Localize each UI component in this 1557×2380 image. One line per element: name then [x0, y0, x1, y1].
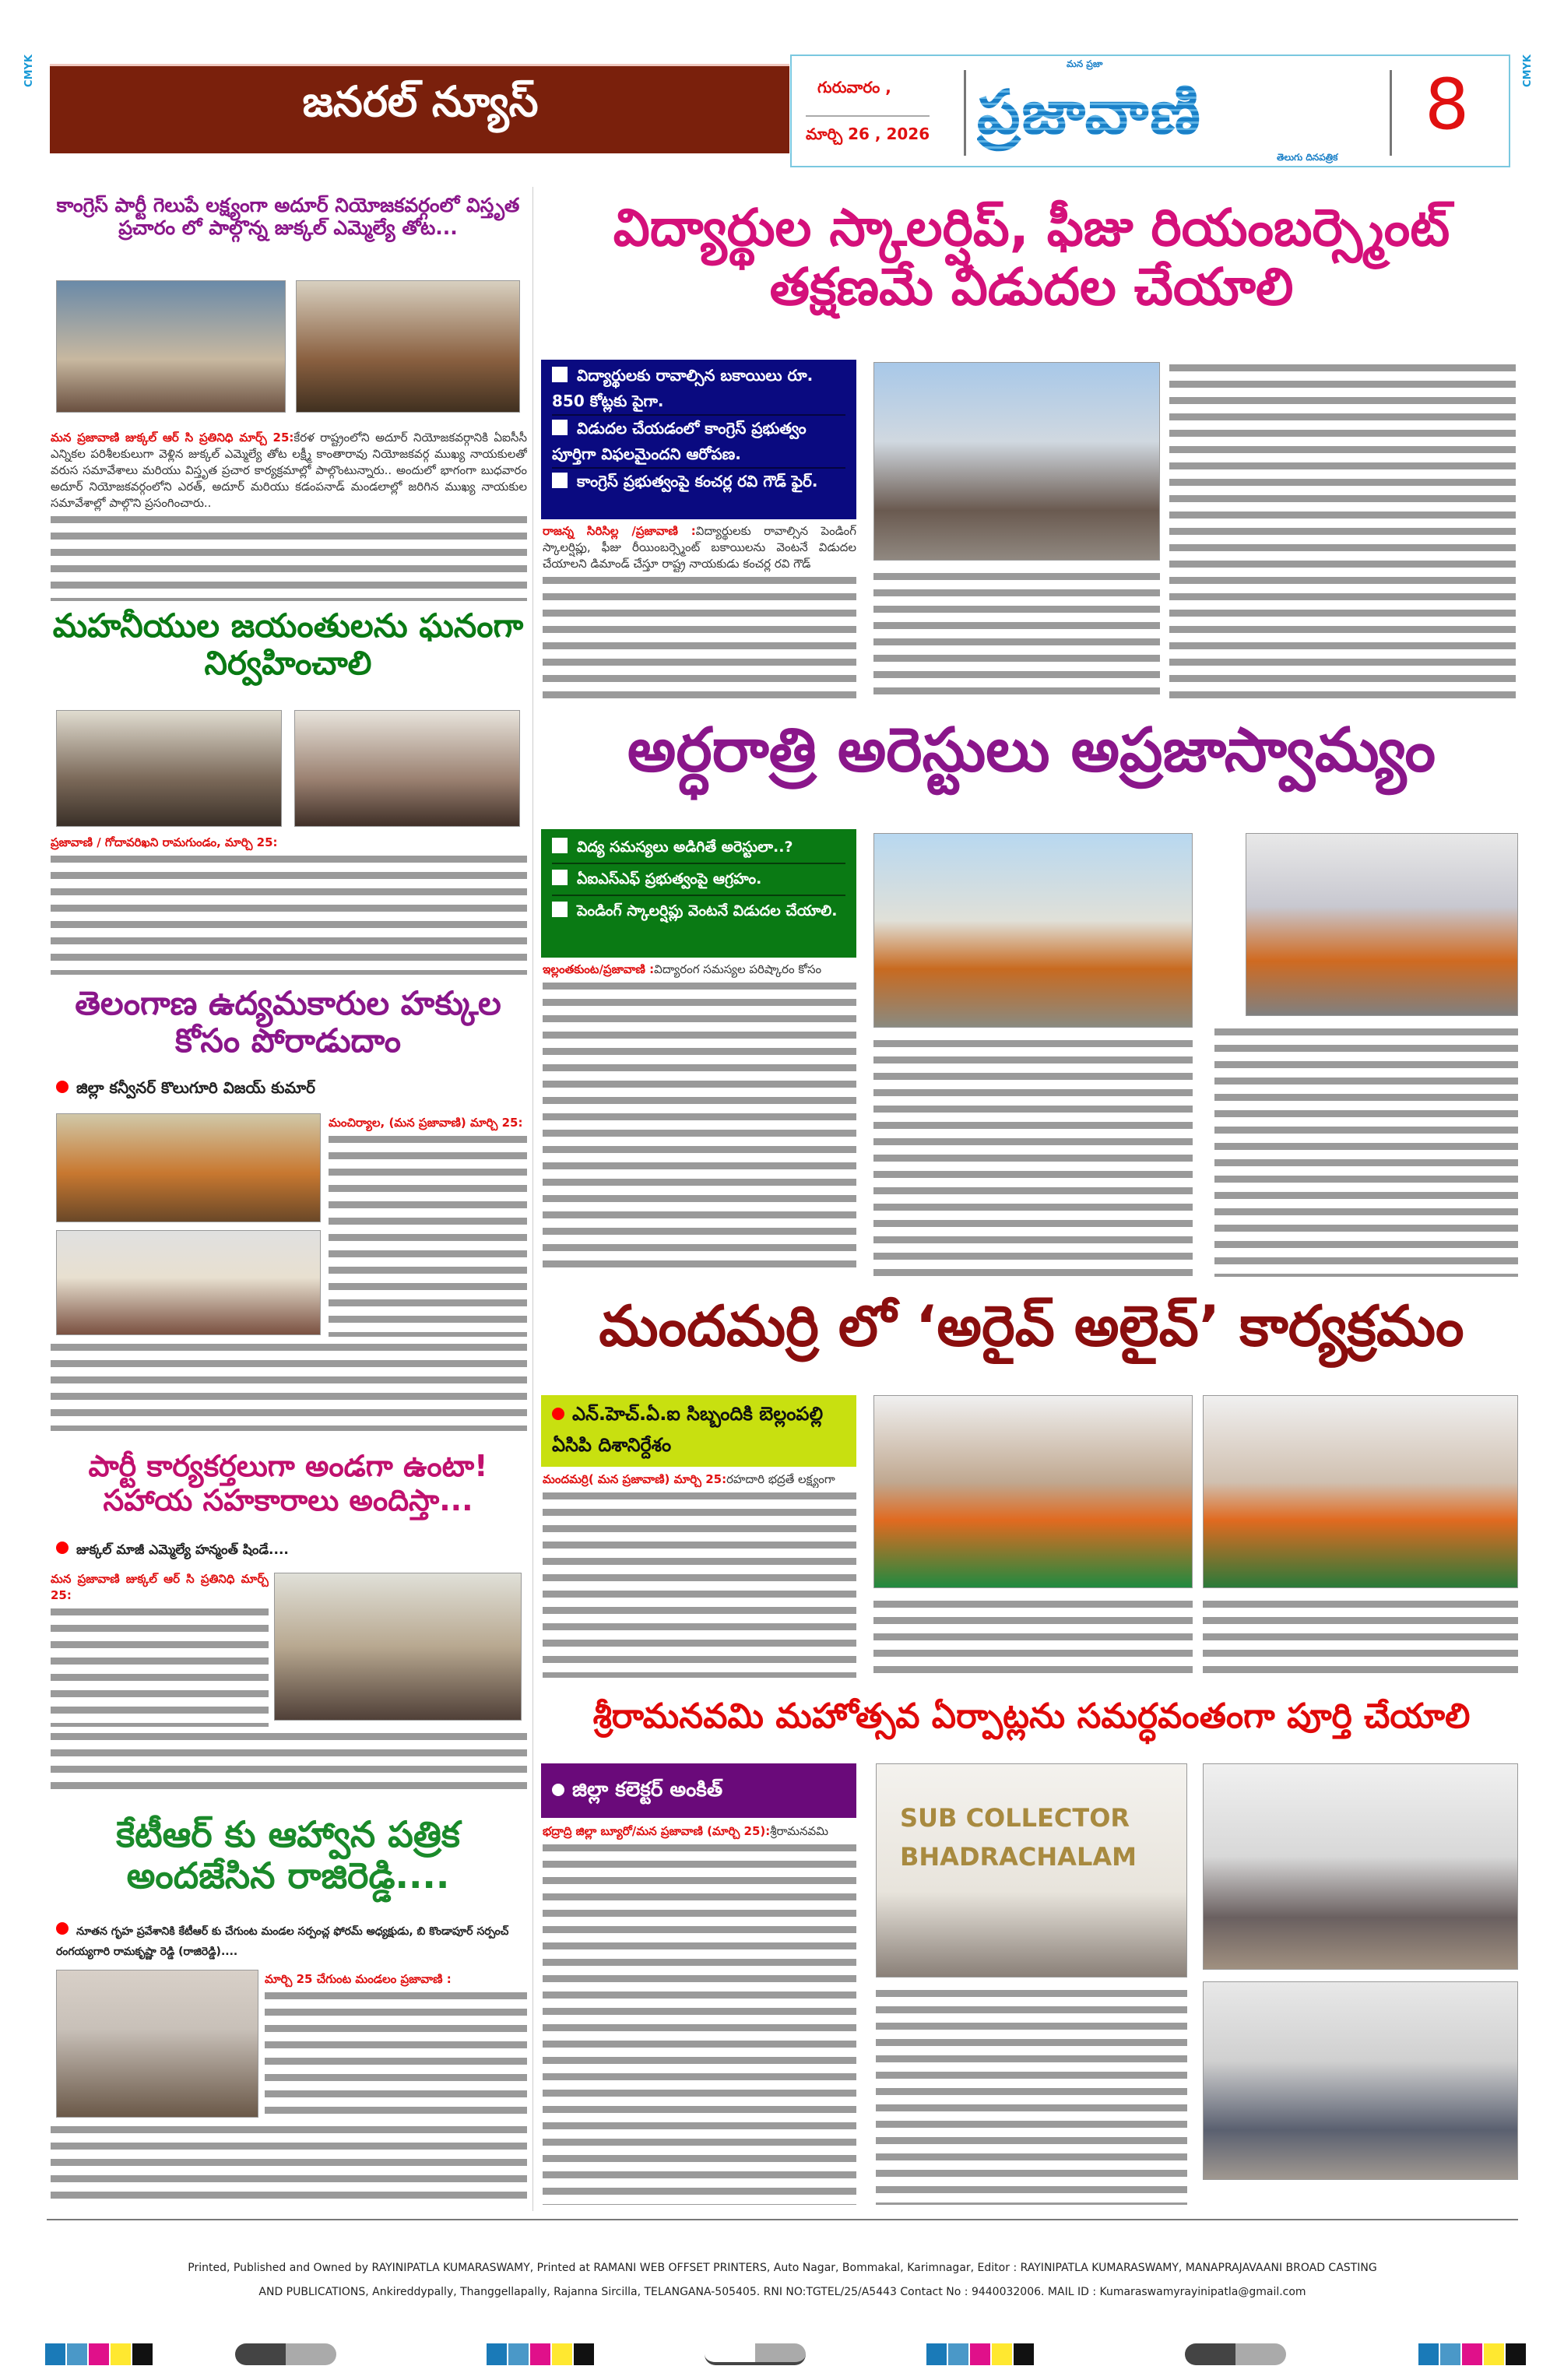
story-2-body-cont — [873, 1035, 1193, 1277]
issue-day: గురువారం , — [817, 78, 891, 97]
left-story-5-body-cont — [51, 2122, 527, 2204]
color-bar — [926, 2343, 1035, 2365]
highlight-item: పెండింగ్ స్కాలర్షిప్లు వెంటనే విడుదల చేయాలి. — [552, 896, 845, 926]
photo-sign-text: BHADRACHALAM — [900, 1842, 1137, 1872]
story-3-body-cont — [873, 1596, 1193, 1678]
news-photo — [1246, 833, 1518, 1016]
news-photo — [296, 280, 520, 413]
density-bar — [1185, 2343, 1286, 2365]
story-3-headline: మందమర్రి లో ‘అరైవ్ అలైవ్’ కార్యక్రమం — [599, 1293, 1464, 1359]
left-story-1-headline: కాంగ్రెస్ పార్టీ గెలుపే లక్ష్యంగా అదూర్ నియోజకవర్గంలో విస్తృత ప్రచారం లో పాల్గొన్న జుక్కల్ ఎమ్మెల్యే తోట... — [56, 194, 520, 239]
bullet-square-icon — [552, 367, 568, 382]
left-story-4-body: మన ప్రజావాణి జుక్కల్ ఆర్ సి ప్రతినిధి మార్చ్ 25: — [51, 1571, 269, 1727]
story-1-body-cont — [873, 568, 1160, 702]
logo-subtitle: తెలుగు దినపత్రిక — [1277, 152, 1338, 163]
section-title: జనరల్ న్యూస్ — [302, 77, 539, 126]
photo-sign-text: SUB COLLECTOR — [900, 1803, 1130, 1833]
left-story-3-body-cont — [51, 1339, 527, 1431]
story-1-body: రాజన్న సిరిసిల్ల /ప్రజావాణి :విద్యార్థులకు రావాల్సిన పెండింగ్ స్కాలర్షిప్లు, ఫీజు రీయింబర్స్మెంట్ బకాయిలను వెంటనే విడుదల చేయాలని డిమాండ్ చేస్తూ రాష్ట్ర నాయకుడు కంచర్ల రవి గౌడ్ — [543, 523, 856, 702]
story-2-highlights — [541, 829, 856, 958]
highlight-item: ఏఐఎస్ఎఫ్ ప్రభుత్వంపై ఆగ్రహం. — [552, 864, 845, 896]
news-photo — [56, 1230, 321, 1335]
story-1-body-cont — [1169, 360, 1516, 702]
story-4-body: భద్రాద్రి జిల్లా బ్యూరో/మన ప్రజావాణి (మార్చి 25):శ్రీరామనవమి — [543, 1823, 856, 2205]
logo-tagline: మన ప్రజా — [1067, 58, 1103, 69]
story-1-highlights — [541, 360, 856, 519]
left-story-4-subhead: జుక్కల్ మాజీ ఎమ్మెల్యే హన్మంత్ షిండే.... — [56, 1542, 289, 1561]
bullet-dot-icon — [552, 1784, 564, 1796]
column-rule — [532, 187, 533, 2211]
left-story-5-headline: కేటీఆర్ కు ఆహ్వాన పత్రిక అందజేసిన రాజిరెడ్డి.... — [116, 1813, 460, 1897]
bullet-dot-icon — [56, 1081, 69, 1093]
masthead-logo: ప్రజావాణి — [977, 74, 1358, 152]
color-bar — [1418, 2343, 1527, 2365]
left-story-2-headline: మహనీయుల జయంతులను ఘనంగా నిర్వహించాలి — [52, 606, 524, 683]
color-bar — [45, 2343, 154, 2365]
bullet-square-icon — [552, 420, 568, 435]
imprint-line-2: AND PUBLICATIONS, Ankireddypally, Thanggellapally, Rajanna Sircilla, TELANGANA-505405. RNI NO:TGTEL/25/A5443 Contact No : 9440032006. MAIL ID : Kumaraswamyrayinipatla@gmail.com — [258, 2286, 1306, 2298]
bullet-dot-icon — [56, 1542, 69, 1554]
story-3-body-cont — [1203, 1596, 1518, 1678]
density-bar — [705, 2343, 806, 2365]
page-number: 8 — [1425, 64, 1470, 146]
left-story-3-body: మంచిర్యాల, (మన ప్రజావాణి) మార్చి 25: — [329, 1115, 527, 1337]
left-story-1-body: మన ప్రజావాణి జుక్కల్ ఆర్ సి ప్రతినిధి మార్చ్ 25:కేరళ రాష్ట్రంలోని అదూర్ నియోజకవర్గానికి ఏఐసీసీ ఎన్నికల పరిశీలకులుగా వెళ్లిన జుక్కల్ ఎమ్మెల్యే తోట లక్ష్మీ కాంతారావు నియోజకవర్గ ముఖ్య నాయకులతో వరుస సమావేశాలు మరియు విస్తృత ప్రచార కార్యక్రమాల్లో పాల్గొంటున్నారు.. అందులో భాగంగా బుధవారం అదూర్ నియోజకవర్గంలోని ఎరత్, అదూర్ మరియు కడంపనాడ్ మండలాల్లో జరిగిన ముఖ్య నాయకుల సమావేశాల్లో పాల్గొని ప్రసంగించారు.. — [51, 430, 527, 601]
footer-rule — [47, 2219, 1518, 2220]
news-photo — [873, 833, 1193, 1028]
story-2-body: ఇల్లంతకుంట/ప్రజావాణి :విద్యారంగ సమస్యల పరిష్కారం కోసం — [543, 961, 856, 1277]
registration-mark: CMYK — [1522, 54, 1534, 87]
left-story-2-body: ప్రజావాణి / గోదావరిఖని రామగుండం, మార్చి 25: — [51, 835, 527, 975]
story-2-body-cont — [1214, 1024, 1518, 1277]
left-story-5-body: మార్చి 25 చేగుంట మండలం ప్రజావాణి : — [265, 1971, 527, 2119]
highlight-item: విద్య సమస్యలు అడిగితే అరెస్టులా..? — [552, 832, 845, 864]
news-photo — [274, 1573, 522, 1721]
highlight-item: విడుదల చేయడంలో కాంగ్రెస్ ప్రభుత్వం పూర్తిగా విఫలమైందని ఆరోపణ. — [552, 416, 845, 469]
story-2-headline: అర్ధరాత్రి అరెస్టులు అప్రజాస్వామ్యం — [627, 715, 1436, 786]
news-photo — [56, 1970, 258, 2118]
left-story-3-subhead: జిల్లా కన్వీనర్ కొలుగూరి విజయ్ కుమార్ — [56, 1078, 315, 1101]
bullet-dot-icon — [56, 1922, 69, 1935]
news-photo — [873, 362, 1160, 561]
left-story-5-subhead: నూతన గృహ ప్రవేశానికి కేటీఆర్ కు చేగుంట మండల సర్పంచ్ల ఫోరమ్ అధ్యక్షుడు, బి కొండాపూర్ సర్పంచ్ రంగయ్యగారి రామకృష్ణా రెడ్డి (రాజిరెడ్డి).... — [56, 1921, 523, 1962]
news-photo — [1203, 1981, 1518, 2180]
left-story-4-headline: పార్టీ కార్యకర్తలుగా అండగా ఉంటా! సహాయ సహకారాలు అందిస్తా... — [88, 1449, 488, 1517]
story-4-highlight: జిల్లా కలెక్టర్ అంకిత్ — [541, 1763, 856, 1818]
news-photo — [873, 1395, 1193, 1588]
news-photo — [1203, 1763, 1518, 1970]
divider — [964, 70, 966, 156]
bullet-dot-icon — [552, 1408, 564, 1420]
news-photo — [56, 280, 286, 413]
imprint-line-1: Printed, Published and Owned by RAYINIPATLA KUMARASWAMY, Printed at RAMANI WEB OFFSET PRINTERS, Auto Nagar, Bommakal, Karimnagar, Editor : RAYINIPATLA KUMARASWAMY, MANAPRAJAVAANI BROAD CASTING — [188, 2262, 1377, 2274]
story-3-highlight: ఎన్.హెచ్.ఏ.ఐ సిబ్బందికి బెల్లంపల్లి ఏసిపి దిశానిర్దేశం — [541, 1395, 856, 1467]
color-bar — [487, 2343, 596, 2365]
news-photo — [1203, 1395, 1518, 1588]
story-1-headline: విద్యార్థుల స్కాలర్షిప్, ఫీజు రియంబర్స్మెంట్ తక్షణమే విడుదల చేయాలి — [613, 198, 1450, 317]
highlight-item: విద్యార్థులకు రావాల్సిన బకాయిలు రూ. 850 కోట్లకు పైగా. — [552, 363, 845, 416]
bullet-square-icon — [552, 838, 568, 853]
divider — [1390, 70, 1392, 156]
bullet-square-icon — [552, 473, 568, 488]
left-story-3-headline: తెలంగాణ ఉద్యమకారుల హక్కుల కోసం పోరాడుదాం — [75, 984, 501, 1060]
news-photo — [56, 1113, 321, 1222]
left-story-4-body-cont — [51, 1728, 527, 1798]
density-bar — [235, 2343, 336, 2365]
news-photo — [56, 710, 282, 827]
sub-collector-photo — [876, 1763, 1187, 1977]
highlight-item: కాంగ్రెస్ ప్రభుత్వంపై కంచర్ల రవి గౌడ్ ఫైర్. — [552, 469, 845, 494]
news-photo — [294, 710, 520, 827]
story-4-body-cont — [876, 1985, 1187, 2205]
registration-mark: CMYK — [23, 54, 35, 87]
story-4-headline: శ్రీరామనవమి మహోత్సవ ఏర్పాట్లను సమర్ధవంతంగా పూర్తి చేయాలి — [592, 1696, 1471, 1736]
issue-date: మార్చి 26 , 2026 — [806, 115, 930, 147]
story-3-body: మందమర్రి( మన ప్రజావాణి) మార్చి 25:రహదారి భద్రతే లక్ష్యంగా — [543, 1471, 856, 1678]
bullet-square-icon — [552, 902, 568, 917]
bullet-square-icon — [552, 870, 568, 885]
